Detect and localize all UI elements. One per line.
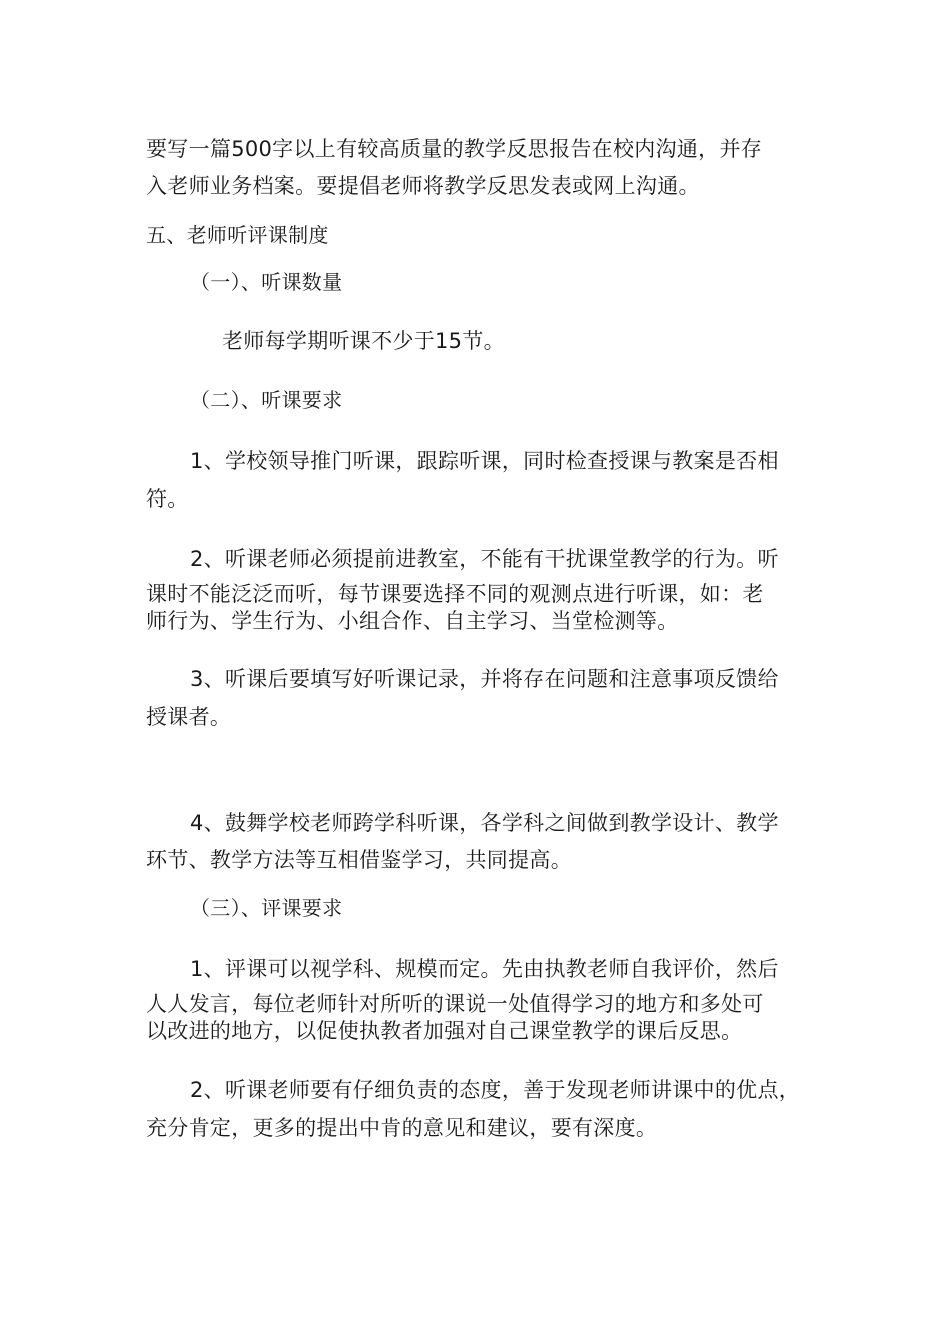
subsection-heading: （一）、听课数量 (190, 270, 343, 294)
paragraph-line: 环节、教学方法等互相借鉴学习，共同提高。 (146, 848, 572, 872)
section-heading: 五、老师听评课制度 (146, 223, 329, 247)
paragraph-line: 老师每学期听课不少于15节。 (222, 329, 505, 353)
subsection-heading: （二）、听课要求 (190, 388, 343, 412)
paragraph-line: 3、听课后要填写好听课记录，并将存在问题和注意事项反馈给 (190, 667, 779, 691)
paragraph-line: 以改进的地方，以促使执教者加强对自己课堂教学的课后反思。 (146, 1019, 743, 1043)
paragraph-line: 入老师业务档案。要提倡老师将教学反思发表或网上沟通。 (146, 174, 700, 198)
paragraph-line: 授课者。 (146, 705, 232, 729)
paragraph-line: 2、听课老师要有仔细负责的态度，善于发现老师讲课中的优点， (190, 1078, 801, 1102)
paragraph-line: 师行为、学生行为、小组合作、自主学习、当堂检测等。 (146, 609, 679, 633)
paragraph-line: 符。 (146, 487, 189, 511)
paragraph-line: 课时不能泛泛而听，每节课要选择不同的观测点进行听课，如：老 (146, 582, 764, 606)
paragraph-line: 充分肯定，更多的提出中肯的意见和建议，要有深度。 (146, 1116, 658, 1140)
paragraph-line: 1、评课可以视学科、规模而定。先由执教老师自我评价，然后 (190, 957, 779, 981)
subsection-heading: （三）、评课要求 (190, 896, 343, 920)
paragraph-line: 要写一篇500字以上有较高质量的教学反思报告在校内沟通，并存 (146, 137, 763, 161)
paragraph-line: 2、听课老师必须提前进教室，不能有干扰课堂教学的行为。听 (190, 547, 779, 571)
paragraph-line: 4、鼓舞学校老师跨学科听课，各学科之间做到教学设计、教学 (190, 811, 779, 835)
paragraph-line: 1、学校领导推门听课，跟踪听课，同时检查授课与教案是否相 (190, 449, 779, 473)
paragraph-line: 人人发言，每位老师针对所听的课说一处值得学习的地方和多处可 (146, 992, 764, 1016)
